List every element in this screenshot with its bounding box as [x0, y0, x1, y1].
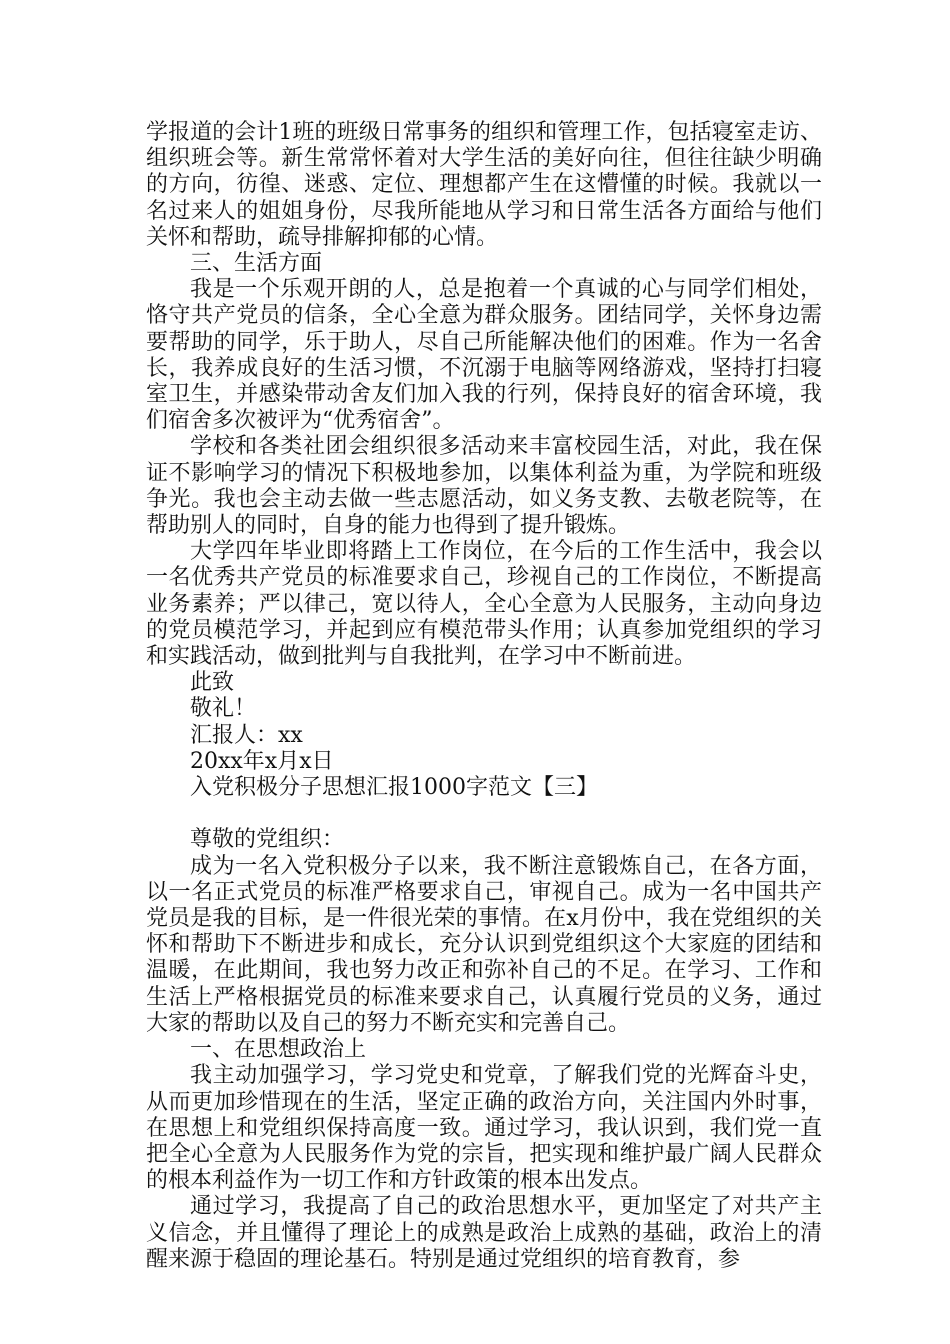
document-body: [146, 120, 822, 1273]
paragraph: 学校和各类社团会组织很多活动来丰富校园生活，对此，我在保证不影响学习的情况下积极地参加，以集体利益为重，为学院和班级争光。我也会主动去做一些志愿活动，如义务支教、去敬老院等，在帮助别人的同时，自身的能力也得到了提升锻炼。: [146, 434, 822, 539]
paragraph: 通过学习，我提高了自己的政治思想水平，更加坚定了对共产主义信念，并且懂得了理论上的成熟是政治上成熟的基础，政治上的清醒来源于稳固的理论基石。特别是通过党组织的培育教育，参: [146, 1194, 822, 1272]
section-heading-life: 三、生活方面: [190, 251, 323, 277]
essay-title: 入党积极分子思想汇报1000字范文【三】: [190, 775, 598, 801]
closing-salutation: 此致: [190, 670, 235, 696]
paragraph: 我主动加强学习，学习党史和党章，了解我们党的光辉奋斗史，从而更加珍惜现在的生活，坚定正确的政治方向，关注国内外时事，在思想上和党组织保持高度一致。通过学习，我认识到，我们党一直把全心全意为人民服务作为党的宗旨，把实现和维护最广阔人民群众的根本利益作为一切工作和方针政策的根本出发点。: [146, 1063, 822, 1194]
reporter-signature: 汇报人：xx: [190, 722, 303, 748]
closing-regards: 敬礼！: [190, 696, 257, 722]
paragraph-continuation: 学报道的会计1班的班级日常事务的组织和管理工作，包括寝室走访、组织班会等。新生常常怀着对大学生活的美好向往，但往往缺少明确的方向，彷徨、迷惑、定位、理想都产生在这懵懂的时候。我就以一名过来人的姐姐身份，尽我所能地从学习和日常生活各方面给与他们关怀和帮助，疏导排解抑郁的心情。: [146, 120, 822, 250]
section-heading-politics: 一、在思想政治上: [190, 1037, 367, 1063]
paragraph: 成为一名入党积极分子以来，我不断注意锻炼自己，在各方面，以一名正式党员的标准严格要求自己，审视自己。成为一名中国共产党员是我的目标，是一件很光荣的事情。在x月份中，我在党组织的关怀和帮助下不断进步和成长，充分认识到党组织这个大家庭的团结和温暖，在此期间，我也努力改正和弥补自己的不足。在学习、工作和生活上严格根据党员的标准来要求自己，认真履行党员的义务，通过大家的帮助以及自己的努力不断充实和完善自己。: [146, 853, 822, 1036]
paragraph: 我是一个乐观开朗的人，总是抱着一个真诚的心与同学们相处，恪守共产党员的信条，全心全意为群众服务。团结同学，关怀身边需要帮助的同学，乐于助人，尽自己所能解决他们的困难。作为一名舍长，我养成良好的生活习惯，不沉溺于电脑等网络游戏，坚持打扫寝室卫生，并感染带动舍友们加入我的行列，保持良好的宿舍环境，我们宿舍多次被评为“优秀宿舍”。: [146, 277, 822, 434]
letter-greeting: 尊敬的党组织：: [190, 827, 345, 853]
report-date: 20xx年x月x日: [190, 748, 334, 774]
blank-line: [146, 801, 822, 827]
paragraph: 大学四年毕业即将踏上工作岗位，在今后的工作生活中，我会以一名优秀共产党员的标准要求自己，珍视自己的工作岗位，不断提高业务素养；严以律己，宽以待人，全心全意为人民服务，主动向身边的党员模范学习，并起到应有模范带头作用；认真参加党组织的学习和实践活动，做到批判与自我批判，在学习中不断前进。: [146, 539, 822, 670]
